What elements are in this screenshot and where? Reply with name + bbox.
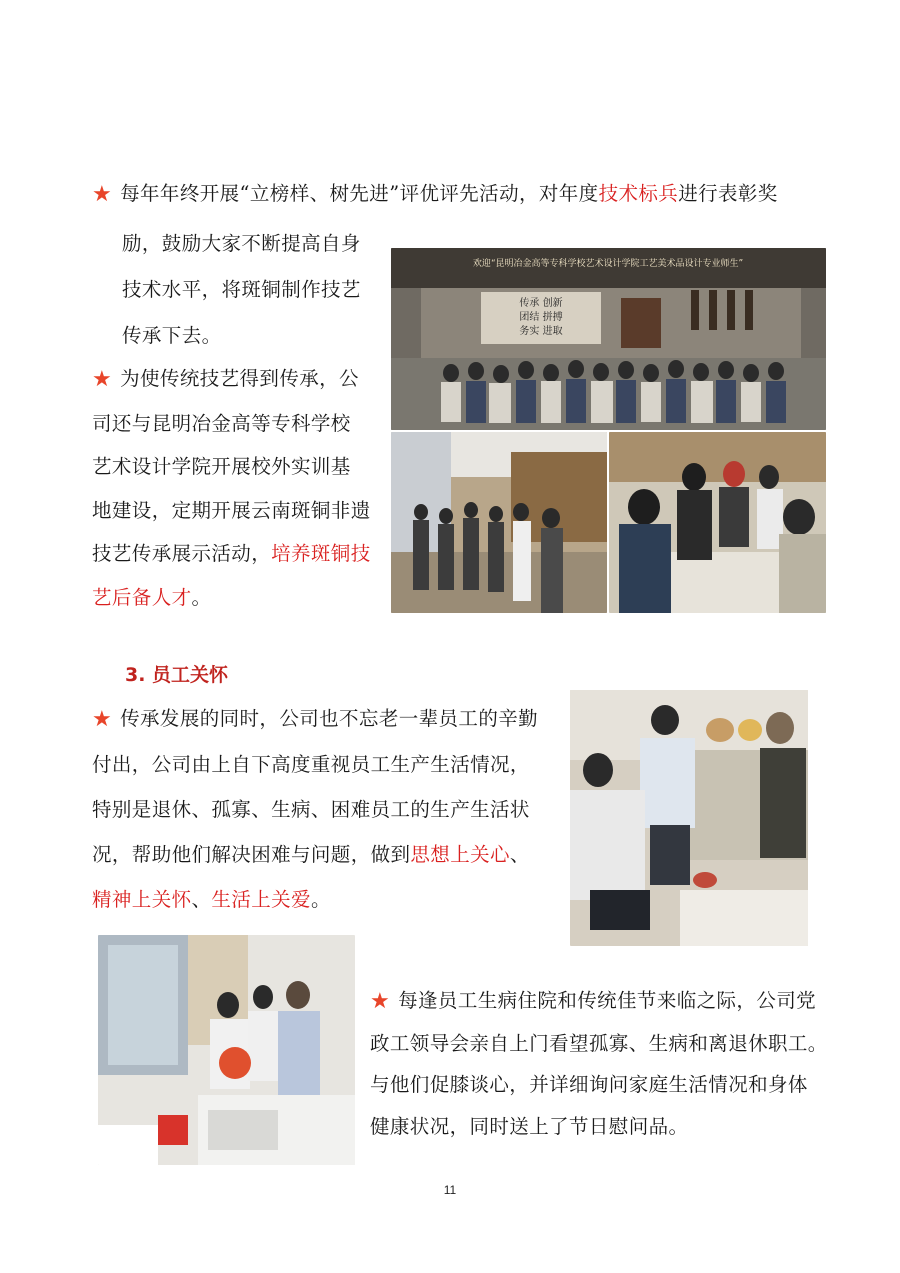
paragraph-inheritance <box>92 357 371 619</box>
photo-hospital-visit <box>98 935 355 1165</box>
paragraph-line <box>92 357 371 402</box>
paragraph-line <box>92 832 538 877</box>
photo-group-building <box>391 248 826 430</box>
highlight-text: 技术标兵 <box>598 182 679 205</box>
paragraph-line: 健康状况，同时送上了节日慰问品。 <box>370 1114 689 1138</box>
paragraph-line: 司还与昆明冶金高等专科学校 <box>92 411 351 435</box>
text: 每年年终开展“立榜样、树先进”评优评先活动，对年度 <box>120 182 599 205</box>
photo-home-visit <box>570 690 808 946</box>
text: 、 <box>509 843 530 866</box>
red-star-icon: ★ <box>92 367 113 392</box>
paragraph-line <box>370 980 828 1023</box>
highlight-text: 艺后备人才 <box>92 585 192 609</box>
red-star-icon: ★ <box>370 989 391 1014</box>
text: 技艺传承展示活动， <box>92 542 272 565</box>
text: 。 <box>191 585 212 609</box>
wall-text: 务实 进取 <box>519 326 563 337</box>
page-number: 11 <box>443 1183 457 1197</box>
highlight-text: 思想上关心 <box>410 843 510 866</box>
wall-text: 传承 创新 <box>519 298 563 309</box>
paragraph-visits <box>370 980 828 1147</box>
highlight-text: 培养斑铜技 <box>271 542 371 565</box>
banner-text: 欢迎“昆明冶金高等专科学校艺术设计学院工艺美术品设计专业师生” <box>472 259 744 269</box>
paragraph-line <box>92 176 778 213</box>
red-star-icon: ★ <box>92 182 113 207</box>
red-star-icon: ★ <box>92 707 113 732</box>
photo-craft-demo <box>609 432 826 613</box>
text: 进行表彰奖 <box>678 182 778 205</box>
text: 为使传统技艺得到传承，公 <box>120 367 359 390</box>
paragraph-line: 励，鼓励大家不断提高自身 <box>122 232 361 255</box>
paragraph-line <box>92 532 371 576</box>
paragraph-line: 政工领导会亲自上门看望孤寡、生病和离退休职工。 <box>370 1031 828 1055</box>
paragraph-commendation-cont <box>122 221 361 359</box>
paragraph-line <box>92 576 371 620</box>
paragraph-line: 特别是退休、孤寡、生病、困难员工的生产生活状 <box>92 798 530 821</box>
text: 、 <box>191 888 212 911</box>
highlight-text: 生活上关爱 <box>211 888 311 911</box>
wall-text: 团结 拼搏 <box>519 312 563 323</box>
text: 况，帮助他们解决困难与问题，做到 <box>92 843 411 866</box>
paragraph-line: 付出，公司由上自下高度重视员工生产生活情况， <box>92 753 530 776</box>
paragraph-commendation <box>92 176 778 213</box>
photo-exhibition-visit <box>391 432 607 613</box>
paragraph-line: 艺术设计学院开展校外实训基 <box>92 455 351 478</box>
paragraph-line <box>92 696 538 742</box>
paragraph-line: 传承下去。 <box>122 324 222 347</box>
section-heading: 3. 员工关怀 <box>125 664 229 686</box>
highlight-text: 精神上关怀 <box>92 888 192 911</box>
text: 每逢员工生病住院和传统佳节来临之际，公司党 <box>398 989 817 1012</box>
paragraph-line: 与他们促膝谈心，并详细询问家庭生活情况和身体 <box>370 1073 808 1096</box>
text: 。 <box>310 888 331 911</box>
paragraph-employee-care <box>92 696 538 922</box>
paragraph-line: 技术水平，将斑铜制作技艺 <box>122 278 361 301</box>
paragraph-line <box>92 877 538 922</box>
text: 传承发展的同时，公司也不忘老一辈员工的辛勤 <box>120 707 539 730</box>
paragraph-line: 地建设，定期开展云南斑铜非遗 <box>92 498 371 522</box>
